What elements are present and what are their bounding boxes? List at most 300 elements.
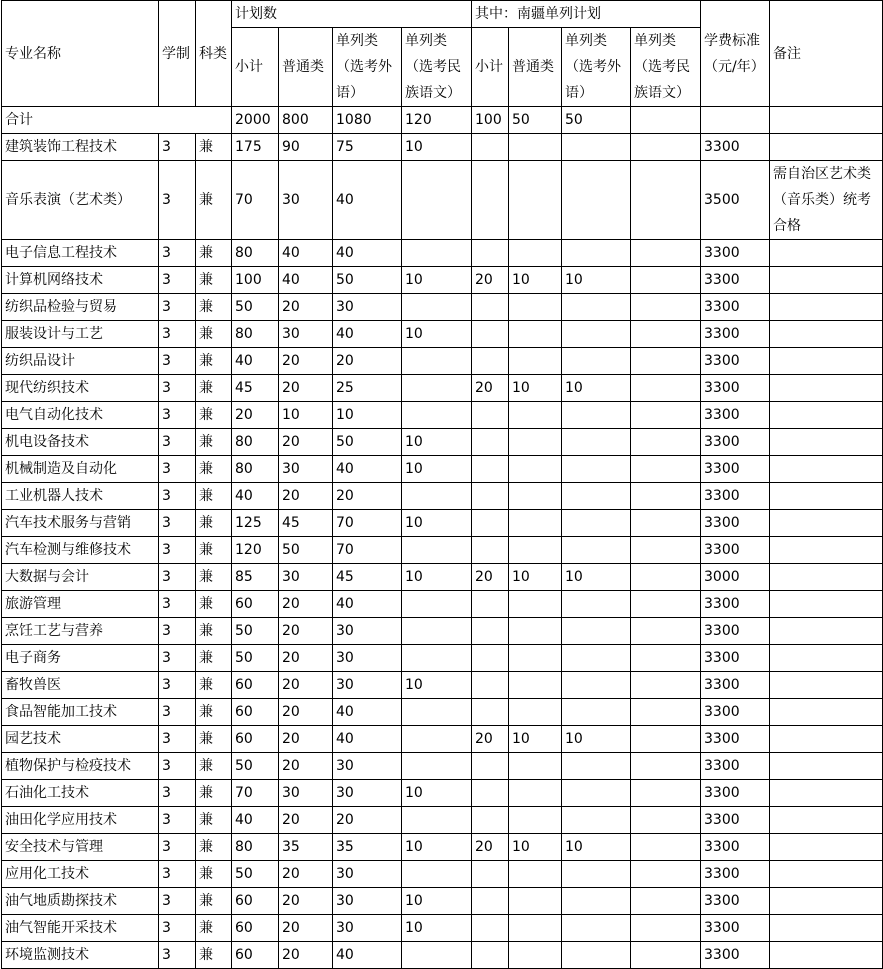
single-ethnic-cell: 10 xyxy=(402,321,472,348)
south-single-ethnic-cell xyxy=(631,456,701,483)
single-ethnic-cell: 10 xyxy=(402,456,472,483)
table-row xyxy=(2,915,883,942)
south-single-foreign-cell: 10 xyxy=(562,564,631,591)
remark-cell xyxy=(770,321,883,348)
duration-cell: 3 xyxy=(159,564,196,591)
table-row xyxy=(2,321,883,348)
subtotal-cell: 80 xyxy=(232,321,279,348)
south-subtotal-cell xyxy=(472,348,509,375)
south-subtotal-cell xyxy=(472,915,509,942)
single-foreign-cell: 50 xyxy=(333,429,402,456)
remark-cell xyxy=(770,348,883,375)
major-cell: 音乐表演（艺术类） xyxy=(2,161,159,240)
table-row xyxy=(2,861,883,888)
category-cell: 兼 xyxy=(196,134,232,161)
south-single-ethnic-cell xyxy=(631,483,701,510)
major-cell: 油气智能开采技术 xyxy=(2,915,159,942)
header-fee: 学费标准（元/年） xyxy=(701,1,770,107)
remark-cell xyxy=(770,699,883,726)
remark-cell xyxy=(770,726,883,753)
fee-cell: 3300 xyxy=(701,672,770,699)
general-cell: 30 xyxy=(279,780,333,807)
table-row xyxy=(2,699,883,726)
total-remark xyxy=(770,107,883,134)
table-row xyxy=(2,267,883,294)
major-cell: 食品智能加工技术 xyxy=(2,699,159,726)
subtotal-cell: 60 xyxy=(232,915,279,942)
south-single-foreign-cell xyxy=(562,294,631,321)
header-subtotal: 小计 xyxy=(232,28,279,107)
single-foreign-cell: 35 xyxy=(333,834,402,861)
category-cell: 兼 xyxy=(196,375,232,402)
south-general-cell xyxy=(509,672,562,699)
major-cell: 安全技术与管理 xyxy=(2,834,159,861)
south-general-cell xyxy=(509,483,562,510)
duration-cell: 3 xyxy=(159,645,196,672)
duration-cell: 3 xyxy=(159,807,196,834)
table-row xyxy=(2,807,883,834)
general-cell: 50 xyxy=(279,537,333,564)
south-single-ethnic-cell xyxy=(631,294,701,321)
single-foreign-cell: 50 xyxy=(333,267,402,294)
single-ethnic-cell xyxy=(402,591,472,618)
single-foreign-cell: 30 xyxy=(333,294,402,321)
south-single-ethnic-cell xyxy=(631,672,701,699)
south-subtotal-cell xyxy=(472,510,509,537)
south-single-foreign-cell xyxy=(562,618,631,645)
total-fee xyxy=(701,107,770,134)
enrollment-plan-table xyxy=(1,0,883,969)
total-south-single-ethnic xyxy=(631,107,701,134)
duration-cell: 3 xyxy=(159,267,196,294)
general-cell: 30 xyxy=(279,161,333,240)
header-duration: 学制 xyxy=(159,1,196,107)
remark-cell xyxy=(770,834,883,861)
duration-cell: 3 xyxy=(159,456,196,483)
header-south-single-foreign: 单列类（选考外语） xyxy=(562,28,631,107)
subtotal-cell: 70 xyxy=(232,161,279,240)
fee-cell: 3300 xyxy=(701,780,770,807)
general-cell: 20 xyxy=(279,672,333,699)
single-foreign-cell: 20 xyxy=(333,348,402,375)
major-cell: 纺织品检验与贸易 xyxy=(2,294,159,321)
major-cell: 现代纺织技术 xyxy=(2,375,159,402)
subtotal-cell: 60 xyxy=(232,699,279,726)
single-foreign-cell: 40 xyxy=(333,942,402,969)
single-ethnic-cell xyxy=(402,348,472,375)
south-general-cell xyxy=(509,429,562,456)
duration-cell: 3 xyxy=(159,375,196,402)
total-south-general: 50 xyxy=(509,107,562,134)
category-cell: 兼 xyxy=(196,942,232,969)
fee-cell: 3300 xyxy=(701,294,770,321)
south-subtotal-cell: 20 xyxy=(472,375,509,402)
subtotal-cell: 40 xyxy=(232,807,279,834)
category-cell: 兼 xyxy=(196,591,232,618)
south-subtotal-cell xyxy=(472,672,509,699)
general-cell: 20 xyxy=(279,348,333,375)
category-cell: 兼 xyxy=(196,726,232,753)
major-cell: 建筑装饰工程技术 xyxy=(2,134,159,161)
south-subtotal-cell xyxy=(472,645,509,672)
subtotal-cell: 60 xyxy=(232,591,279,618)
single-foreign-cell: 40 xyxy=(333,591,402,618)
duration-cell: 3 xyxy=(159,834,196,861)
single-foreign-cell: 30 xyxy=(333,672,402,699)
south-subtotal-cell xyxy=(472,456,509,483)
table-row xyxy=(2,645,883,672)
south-single-ethnic-cell xyxy=(631,161,701,240)
table-row xyxy=(2,510,883,537)
south-single-foreign-cell xyxy=(562,915,631,942)
duration-cell: 3 xyxy=(159,510,196,537)
single-ethnic-cell: 10 xyxy=(402,564,472,591)
category-cell: 兼 xyxy=(196,861,232,888)
single-foreign-cell: 30 xyxy=(333,618,402,645)
single-ethnic-cell xyxy=(402,161,472,240)
single-foreign-cell: 40 xyxy=(333,321,402,348)
remark-cell xyxy=(770,267,883,294)
remark-cell xyxy=(770,537,883,564)
south-general-cell: 10 xyxy=(509,834,562,861)
general-cell: 20 xyxy=(279,591,333,618)
remark-cell xyxy=(770,753,883,780)
south-subtotal-cell xyxy=(472,618,509,645)
duration-cell: 3 xyxy=(159,591,196,618)
south-single-foreign-cell xyxy=(562,402,631,429)
duration-cell: 3 xyxy=(159,699,196,726)
category-cell: 兼 xyxy=(196,240,232,267)
single-ethnic-cell xyxy=(402,240,472,267)
single-ethnic-cell xyxy=(402,726,472,753)
south-general-cell: 10 xyxy=(509,564,562,591)
south-general-cell xyxy=(509,699,562,726)
subtotal-cell: 60 xyxy=(232,942,279,969)
south-single-foreign-cell: 10 xyxy=(562,726,631,753)
category-cell: 兼 xyxy=(196,402,232,429)
fee-cell: 3500 xyxy=(701,161,770,240)
general-cell: 20 xyxy=(279,915,333,942)
south-single-ethnic-cell xyxy=(631,321,701,348)
single-ethnic-cell xyxy=(402,942,472,969)
fee-cell: 3300 xyxy=(701,726,770,753)
south-subtotal-cell xyxy=(472,780,509,807)
south-subtotal-cell xyxy=(472,888,509,915)
total-subtotal: 2000 xyxy=(232,107,279,134)
fee-cell: 3300 xyxy=(701,375,770,402)
major-cell: 机械制造及自动化 xyxy=(2,456,159,483)
general-cell: 20 xyxy=(279,942,333,969)
south-single-foreign-cell xyxy=(562,429,631,456)
fee-cell: 3300 xyxy=(701,537,770,564)
single-foreign-cell: 20 xyxy=(333,483,402,510)
general-cell: 45 xyxy=(279,510,333,537)
duration-cell: 3 xyxy=(159,618,196,645)
single-foreign-cell: 75 xyxy=(333,134,402,161)
subtotal-cell: 125 xyxy=(232,510,279,537)
subtotal-cell: 20 xyxy=(232,402,279,429)
single-ethnic-cell xyxy=(402,753,472,780)
south-single-ethnic-cell xyxy=(631,429,701,456)
south-general-cell xyxy=(509,161,562,240)
south-subtotal-cell xyxy=(472,402,509,429)
south-general-cell xyxy=(509,321,562,348)
table-row xyxy=(2,888,883,915)
south-single-ethnic-cell xyxy=(631,861,701,888)
single-ethnic-cell xyxy=(402,861,472,888)
subtotal-cell: 60 xyxy=(232,888,279,915)
south-single-ethnic-cell xyxy=(631,645,701,672)
single-ethnic-cell: 10 xyxy=(402,888,472,915)
subtotal-cell: 45 xyxy=(232,375,279,402)
remark-cell xyxy=(770,645,883,672)
general-cell: 20 xyxy=(279,726,333,753)
major-cell: 工业机器人技术 xyxy=(2,483,159,510)
south-single-ethnic-cell xyxy=(631,618,701,645)
south-single-ethnic-cell xyxy=(631,240,701,267)
south-general-cell xyxy=(509,645,562,672)
subtotal-cell: 80 xyxy=(232,240,279,267)
subtotal-cell: 85 xyxy=(232,564,279,591)
general-cell: 20 xyxy=(279,375,333,402)
category-cell: 兼 xyxy=(196,564,232,591)
south-subtotal-cell: 20 xyxy=(472,564,509,591)
major-cell: 电子商务 xyxy=(2,645,159,672)
general-cell: 20 xyxy=(279,645,333,672)
south-single-foreign-cell xyxy=(562,456,631,483)
duration-cell: 3 xyxy=(159,161,196,240)
south-single-ethnic-cell xyxy=(631,699,701,726)
header-plan-total: 计划数 xyxy=(232,1,472,28)
total-south-single-foreign: 50 xyxy=(562,107,631,134)
table-row xyxy=(2,672,883,699)
category-cell: 兼 xyxy=(196,429,232,456)
south-single-foreign-cell xyxy=(562,591,631,618)
south-single-foreign-cell xyxy=(562,753,631,780)
fee-cell: 3300 xyxy=(701,429,770,456)
duration-cell: 3 xyxy=(159,321,196,348)
south-single-foreign-cell xyxy=(562,699,631,726)
single-foreign-cell: 40 xyxy=(333,456,402,483)
general-cell: 90 xyxy=(279,134,333,161)
single-foreign-cell: 10 xyxy=(333,402,402,429)
category-cell: 兼 xyxy=(196,699,232,726)
major-cell: 汽车技术服务与营销 xyxy=(2,510,159,537)
header-major: 专业名称 xyxy=(2,1,159,107)
header-south-plan: 其中：南疆单列计划 xyxy=(472,1,701,28)
single-ethnic-cell: 10 xyxy=(402,134,472,161)
duration-cell: 3 xyxy=(159,240,196,267)
south-subtotal-cell xyxy=(472,161,509,240)
fee-cell: 3300 xyxy=(701,699,770,726)
general-cell: 20 xyxy=(279,618,333,645)
general-cell: 30 xyxy=(279,564,333,591)
single-foreign-cell: 30 xyxy=(333,645,402,672)
south-general-cell xyxy=(509,942,562,969)
table-row xyxy=(2,753,883,780)
single-foreign-cell: 70 xyxy=(333,537,402,564)
category-cell: 兼 xyxy=(196,888,232,915)
south-single-ethnic-cell xyxy=(631,348,701,375)
major-cell: 旅游管理 xyxy=(2,591,159,618)
south-general-cell xyxy=(509,348,562,375)
table-row xyxy=(2,537,883,564)
duration-cell: 3 xyxy=(159,429,196,456)
single-foreign-cell: 40 xyxy=(333,240,402,267)
remark-cell xyxy=(770,483,883,510)
general-cell: 20 xyxy=(279,861,333,888)
fee-cell: 3300 xyxy=(701,645,770,672)
subtotal-cell: 175 xyxy=(232,134,279,161)
subtotal-cell: 60 xyxy=(232,726,279,753)
duration-cell: 3 xyxy=(159,861,196,888)
subtotal-cell: 100 xyxy=(232,267,279,294)
table-row xyxy=(2,161,883,240)
single-foreign-cell: 30 xyxy=(333,861,402,888)
category-cell: 兼 xyxy=(196,672,232,699)
subtotal-cell: 80 xyxy=(232,429,279,456)
fee-cell: 3300 xyxy=(701,348,770,375)
south-general-cell: 10 xyxy=(509,375,562,402)
header-general: 普通类 xyxy=(279,28,333,107)
general-cell: 40 xyxy=(279,240,333,267)
remark-cell xyxy=(770,456,883,483)
major-cell: 环境监测技术 xyxy=(2,942,159,969)
single-ethnic-cell: 10 xyxy=(402,267,472,294)
remark-cell xyxy=(770,240,883,267)
duration-cell: 3 xyxy=(159,888,196,915)
south-single-ethnic-cell xyxy=(631,888,701,915)
single-foreign-cell: 45 xyxy=(333,564,402,591)
south-single-ethnic-cell xyxy=(631,564,701,591)
fee-cell: 3300 xyxy=(701,915,770,942)
south-single-foreign-cell xyxy=(562,510,631,537)
fee-cell: 3300 xyxy=(701,321,770,348)
general-cell: 20 xyxy=(279,807,333,834)
remark-cell xyxy=(770,429,883,456)
south-single-ethnic-cell xyxy=(631,510,701,537)
category-cell: 兼 xyxy=(196,267,232,294)
single-ethnic-cell xyxy=(402,645,472,672)
header-south-single-ethnic: 单列类（选考民族语文） xyxy=(631,28,701,107)
duration-cell: 3 xyxy=(159,780,196,807)
header-south-general: 普通类 xyxy=(509,28,562,107)
south-single-ethnic-cell xyxy=(631,591,701,618)
single-ethnic-cell: 10 xyxy=(402,780,472,807)
header-single-ethnic: 单列类（选考民族语文） xyxy=(402,28,472,107)
south-general-cell xyxy=(509,807,562,834)
table-row xyxy=(2,618,883,645)
south-subtotal-cell xyxy=(472,240,509,267)
table-row xyxy=(2,294,883,321)
single-ethnic-cell xyxy=(402,618,472,645)
south-subtotal-cell xyxy=(472,483,509,510)
south-subtotal-cell: 20 xyxy=(472,726,509,753)
single-foreign-cell: 20 xyxy=(333,807,402,834)
duration-cell: 3 xyxy=(159,537,196,564)
remark-cell xyxy=(770,375,883,402)
table-row xyxy=(2,348,883,375)
south-subtotal-cell xyxy=(472,591,509,618)
major-cell: 计算机网络技术 xyxy=(2,267,159,294)
general-cell: 20 xyxy=(279,699,333,726)
single-foreign-cell: 30 xyxy=(333,915,402,942)
subtotal-cell: 50 xyxy=(232,645,279,672)
subtotal-cell: 50 xyxy=(232,618,279,645)
total-single-foreign: 1080 xyxy=(333,107,402,134)
south-general-cell xyxy=(509,915,562,942)
major-cell: 电子信息工程技术 xyxy=(2,240,159,267)
fee-cell: 3300 xyxy=(701,456,770,483)
south-subtotal-cell xyxy=(472,134,509,161)
category-cell: 兼 xyxy=(196,483,232,510)
south-single-foreign-cell: 10 xyxy=(562,834,631,861)
south-subtotal-cell xyxy=(472,321,509,348)
total-single-ethnic: 120 xyxy=(402,107,472,134)
major-cell: 油气地质勘探技术 xyxy=(2,888,159,915)
south-single-ethnic-cell xyxy=(631,375,701,402)
fee-cell: 3300 xyxy=(701,483,770,510)
south-single-foreign-cell xyxy=(562,537,631,564)
category-cell: 兼 xyxy=(196,780,232,807)
south-general-cell xyxy=(509,240,562,267)
south-general-cell xyxy=(509,861,562,888)
single-ethnic-cell xyxy=(402,483,472,510)
major-cell: 应用化工技术 xyxy=(2,861,159,888)
subtotal-cell: 80 xyxy=(232,834,279,861)
remark-cell xyxy=(770,591,883,618)
major-cell: 机电设备技术 xyxy=(2,429,159,456)
single-ethnic-cell xyxy=(402,699,472,726)
south-general-cell xyxy=(509,780,562,807)
fee-cell: 3300 xyxy=(701,834,770,861)
total-row xyxy=(2,107,883,134)
south-subtotal-cell xyxy=(472,537,509,564)
category-cell: 兼 xyxy=(196,161,232,240)
remark-cell xyxy=(770,942,883,969)
south-single-foreign-cell xyxy=(562,942,631,969)
south-subtotal-cell xyxy=(472,807,509,834)
south-single-foreign-cell xyxy=(562,888,631,915)
south-single-ethnic-cell xyxy=(631,807,701,834)
major-cell: 植物保护与检疫技术 xyxy=(2,753,159,780)
single-foreign-cell: 30 xyxy=(333,888,402,915)
fee-cell: 3000 xyxy=(701,564,770,591)
south-single-foreign-cell xyxy=(562,161,631,240)
remark-cell xyxy=(770,780,883,807)
category-cell: 兼 xyxy=(196,807,232,834)
duration-cell: 3 xyxy=(159,672,196,699)
category-cell: 兼 xyxy=(196,537,232,564)
category-cell: 兼 xyxy=(196,753,232,780)
south-single-foreign-cell xyxy=(562,645,631,672)
category-cell: 兼 xyxy=(196,294,232,321)
table-row xyxy=(2,591,883,618)
major-cell: 服装设计与工艺 xyxy=(2,321,159,348)
single-ethnic-cell xyxy=(402,294,472,321)
south-single-ethnic-cell xyxy=(631,753,701,780)
south-single-foreign-cell xyxy=(562,321,631,348)
table-row xyxy=(2,942,883,969)
south-subtotal-cell: 20 xyxy=(472,834,509,861)
single-ethnic-cell xyxy=(402,807,472,834)
category-cell: 兼 xyxy=(196,348,232,375)
duration-cell: 3 xyxy=(159,134,196,161)
single-foreign-cell: 40 xyxy=(333,161,402,240)
general-cell: 20 xyxy=(279,753,333,780)
table-row xyxy=(2,429,883,456)
table-row xyxy=(2,780,883,807)
